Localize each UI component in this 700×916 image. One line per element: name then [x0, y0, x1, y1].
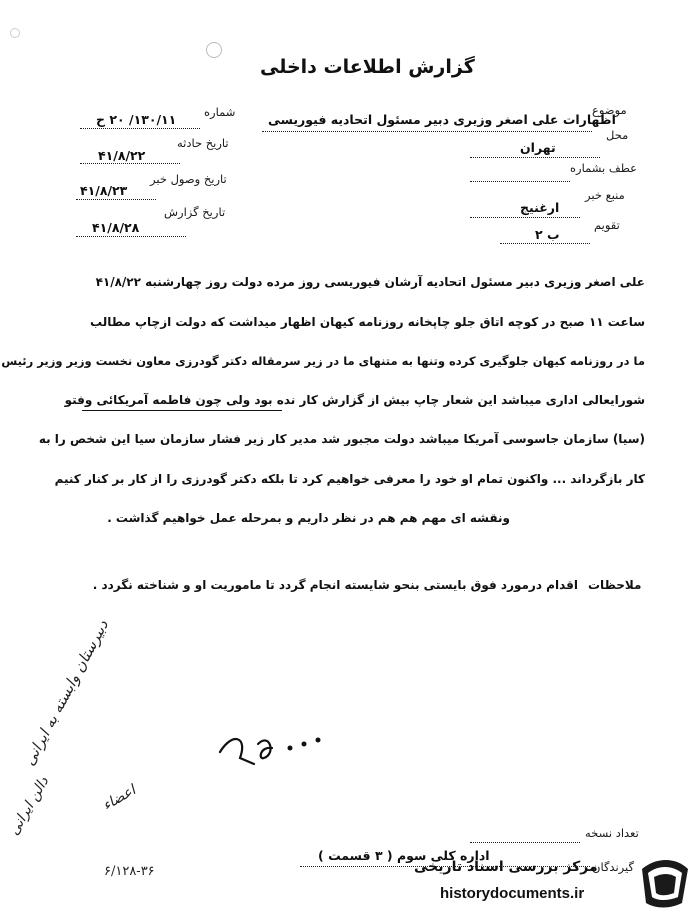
source-value: ارغنیج [520, 200, 560, 215]
body-line: علی اصغر وزیری دبیر مسئول اتحادیه آرشان فیوریسی روز مرده دولت روز چهارشنبه ۴۱/۸/۲۲ [95, 275, 645, 289]
evaluation-value: ب ۲ [535, 227, 560, 242]
reference-dots [470, 181, 570, 182]
body-line: کار بازگرداند ... واکنون تمام او خود را معرفی خواهیم کرد تا بلکه دکتر گودرزی را از کار بر کنار کنیم [54, 472, 645, 486]
archive-code: ۶/۱۲۸-۳۶ [104, 864, 155, 879]
underline-mark [82, 410, 282, 411]
body-line: ساعت ۱۱ صبح در کوچه اتاق جلو چاپخانه روزنامه کیهان اظهار میداشت که دولت ازچاپ مطالب [89, 315, 645, 329]
incident-date-value: ۴۱/۸/۲۲ [98, 148, 146, 163]
handwritten-number [210, 718, 330, 778]
report-date-dots [76, 236, 186, 237]
incident-date-dots [80, 163, 180, 164]
place-dots [470, 157, 600, 158]
handwritten-note: اعضاء [100, 782, 139, 814]
body-line: ما در روزنامه کیهان جلوگیری کرده وتنها به متنهای ما در زیر سرمقاله دکتر گودرزی معاون نخست وزیر وزیر رئیس [1, 354, 645, 368]
punch-hole [10, 28, 20, 38]
receipt-date-label: تاریخ وصول خبر [150, 172, 227, 186]
place-value: تهران [520, 140, 556, 155]
report-title: گزارش اطلاعات داخلی [260, 56, 475, 78]
body-line: ونقشه ای مهم هم هم در نظر داریم و بمرحله عمل خواهیم گذاشت . [107, 511, 510, 525]
archive-logo-icon [636, 855, 692, 911]
subject-label: موضوع [592, 103, 627, 117]
source-dots [470, 217, 580, 218]
report-date-value: ۴۱/۸/۲۸ [92, 220, 140, 235]
handwritten-number-text: ۲۸۰۰ [236, 780, 239, 781]
watermark-title: مرکز بررسی اسناد تاریخی [414, 859, 598, 875]
report-date-label: تاریخ گزارش [164, 205, 226, 219]
subject-dots [262, 131, 592, 132]
receipt-date-dots [76, 199, 156, 200]
body-line: (سیا) سازمان جاسوسی آمریکا میباشد دولت مجبور شد مدیر کار زیر فشار سازمان سیا این شخص را به [38, 432, 645, 446]
evaluation-dots [500, 243, 590, 244]
receipt-date-value: ۴۱/۸/۲۳ [80, 183, 128, 198]
number-label: شماره [204, 105, 236, 119]
number-dots [80, 128, 200, 129]
watermark-url: historydocuments.ir [440, 885, 585, 902]
recipients-value: اداره کلی سوم ( ۳ قسمت ) [318, 848, 490, 863]
subject-value: اظهارات علی اصغر وزیری دبیر مسئول اتحادیه فیوریسی [268, 112, 616, 127]
copies-label: تعداد نسخه [585, 826, 639, 840]
watermark [410, 855, 696, 913]
reference-label: عطف بشماره [570, 161, 638, 175]
incident-date-label: تاریخ حادثه [177, 136, 229, 150]
punch-hole [206, 42, 222, 58]
source-label: منبع خبر [585, 188, 625, 202]
handwritten-note: دالن ایرانی [6, 774, 53, 838]
remark-label: ملاحظات [588, 578, 642, 592]
remark-text: اقدام درمورد فوق بایستی بنحو شایسته انجام گردد تا ماموریت او و شناخته نگردد . [92, 578, 578, 592]
evaluation-label: تقویم [594, 218, 620, 232]
place-label: محل [606, 128, 629, 142]
copies-dots [470, 842, 580, 843]
handwritten-note: دبیرستان وابسته به ایرانی [20, 617, 112, 769]
recipients-label: گیرندگان [592, 860, 634, 874]
body-line: شورایعالی اداری میباشد این شعار چاپ بیش از گزارش کار نده بود ولی چون فاطمه آمریکائی وفتو [64, 393, 645, 407]
number-value: ۱۳۰/۱۱/ ۲۰ ح [96, 112, 177, 127]
